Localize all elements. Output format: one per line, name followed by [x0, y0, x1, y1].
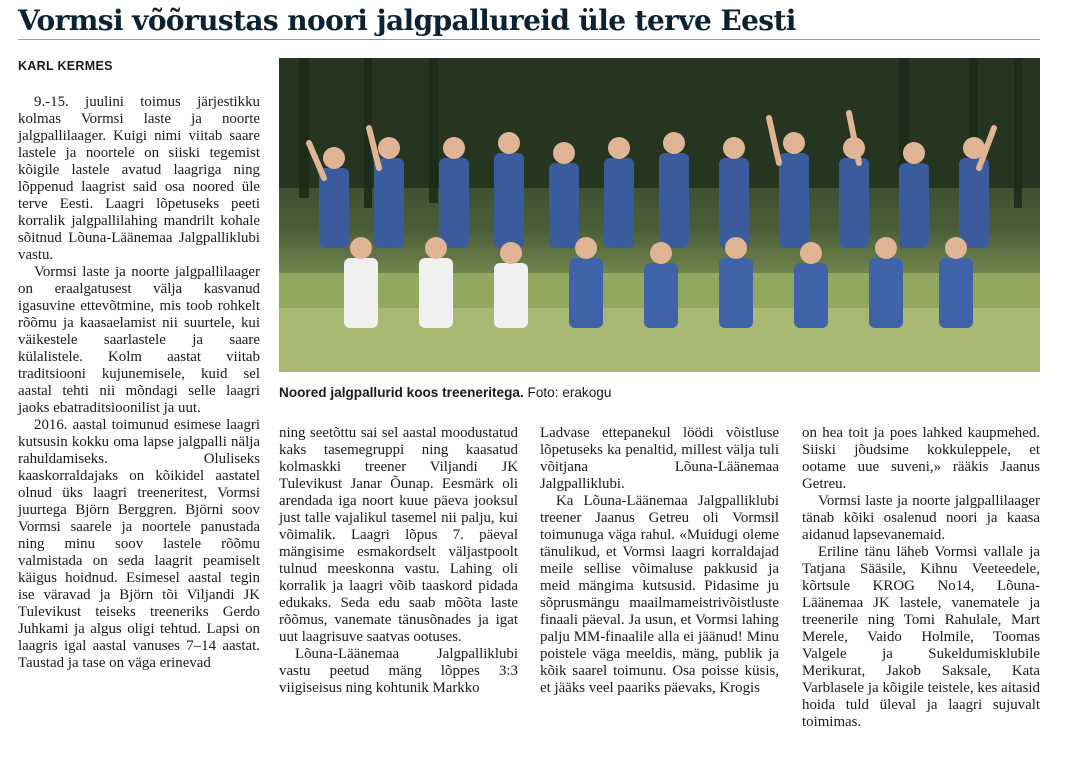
paragraph: Lõuna-Läänemaa Jalgpalliklubi vastu peetud mäng lõppes 3:3 viigiseisus ning kohtunik Markko [279, 646, 518, 696]
team-photo [279, 58, 1040, 372]
team-photo-illustration [279, 58, 1040, 372]
paragraph: 9.-15. juulini toimus järjestikku kolmas Vormsi laste ja noorte jalgpallilaager. Kuigi nimi viitab saare lastele ja noortele on siiski tegemist kõigile lastele avatud laagriga ning lõppenud laagrist said osa noored üle terve Eesti. Laagri lõpetuseks peeti korralik jalgpallilahing mandrilt kohale sõitnud Lõuna-Läänemaa Jalgpalliklubi vastu. [18, 94, 260, 263]
headline-rule [18, 39, 1040, 40]
caption-text: Noored jalgpallurid koos treeneritega. [279, 385, 524, 400]
photo-caption [279, 385, 611, 400]
paragraph: Ladvase ettepanekul löödi võistluse lõpetuseks ka penaltid, millest välja tuli võitjana Lõuna-Läänemaa Jalgpalliklubi. [540, 425, 779, 492]
text-column-1 [18, 94, 260, 672]
paragraph: ning seetõttu sai sel aastal moodustatud kaks tasemegruppi ning kaasatud kolmaskki treener Viljandi JK Tulevikust Janar Õunap. Eesmärk oli arendada iga noort kuue päeva jooksul just talle vajalikul tasemel nii palju, kui võimalik. Laagri lõpus 7. päeval mängisime esmakordselt väljastpoolt tulnud meeskonna vastu. Lahing oli korralik ja laagri võib taaskord pidada edukaks. Seda edu saab mõõta laste rõõmus, vanemate tänusõnades ja igat uut laagrisuve saatvas ootuses. [279, 425, 518, 645]
author-byline: KARL KERMES [18, 59, 113, 73]
paragraph: on hea toit ja poes lahked kaupmehed. Siiski jõudsime kokkuleppele, et ootame uue suveni,» rääkis Jaanus Getreu. [802, 425, 1040, 492]
headline: Vormsi võõrustas noori jalgpallureid üle terve Eesti [18, 4, 796, 37]
text-column-3 [540, 425, 779, 697]
paragraph: Eriline tänu läheb Vormsi vallale ja Tatjana Sääsile, Kihnu Veeteedele, kõrtsule KROG No14, Lõuna-Läänemaa JK lastele, vanematele ja treenerile ning Tomi Rahulale, Mart Merele, Vaido Holmile, Toomas Valgele ja Sukeldumisklubile Merikurat, Jakob Saksale, Kata Varblasele ja kõigile teistele, kes aitasid hoida tuld üleval ja laagri sujuvalt toimimas. [802, 544, 1040, 730]
text-column-4 [802, 425, 1040, 731]
paragraph: Ka Lõuna-Läänemaa Jalgpalliklubi treener Jaanus Getreu oli Vormsil toimunuga väga rahul. «Muidugi oleme tänulikud, et Vormsi laagri korraldajad meile sellise võimaluse pakkusid ja meid mängima kutsusid. Pidasime ju sõprusmängu maailmameistrivõistluste finaali päeval. Ja usun, et Vormsi lahing palju MM-finaalile alla ei jäänud! Minu poistele väga meeldis, mäng, publik ja kõik saarel toimunu. Osa poisse küsis, et jääks veel paariks päevaks, Krogis [540, 493, 779, 696]
paragraph: Vormsi laste ja noorte jalgpallilaager on eraalgatusest välja kasvanud igasuvine ettevõtmine, mis toob rohkelt rõõmu ja kaasaelamist nii suurtele, kui väikestele saarlastele ja saare külalistele. Kolm aastat viitab traditsiooni kujunemisele, kuid sel aastal tehti nii mõndagi selle laagri jaoks ebatraditsioonilist ja uut. [18, 264, 260, 416]
text-column-2 [279, 425, 518, 697]
paragraph: Vormsi laste ja noorte jalgpallilaager tänab kõiki osalenud noori ja kaasa aidanud lapsevanemaid. [802, 493, 1040, 543]
photo-credit: Foto: erakogu [527, 385, 612, 400]
paragraph: 2016. aastal toimunud esimese laagri kutsusin kokku oma lapse jalgpalli nälja rahuldamiseks. Oluliseks kaaskorraldajaks on kõikidel aastatel olnud üks laagri treeneritest, Vormsi juurtega Björn Berggren. Björni soov Vormsi saarele ja noortele panustada ning minu soov lastele rõõmu valmistada on seda laagrit peamiselt käigus hoidnud. Esimesel aastal tegin ise väravad ja Björn tõi Viljandi JK Tulevikust teiseks treeneriks Gerdo Juhkami ja algus oligi tehtud. Lapsi on laagris igal aastal vanuses 7–14 aastat. Taustad ja tase on väga erinevad [18, 417, 260, 671]
